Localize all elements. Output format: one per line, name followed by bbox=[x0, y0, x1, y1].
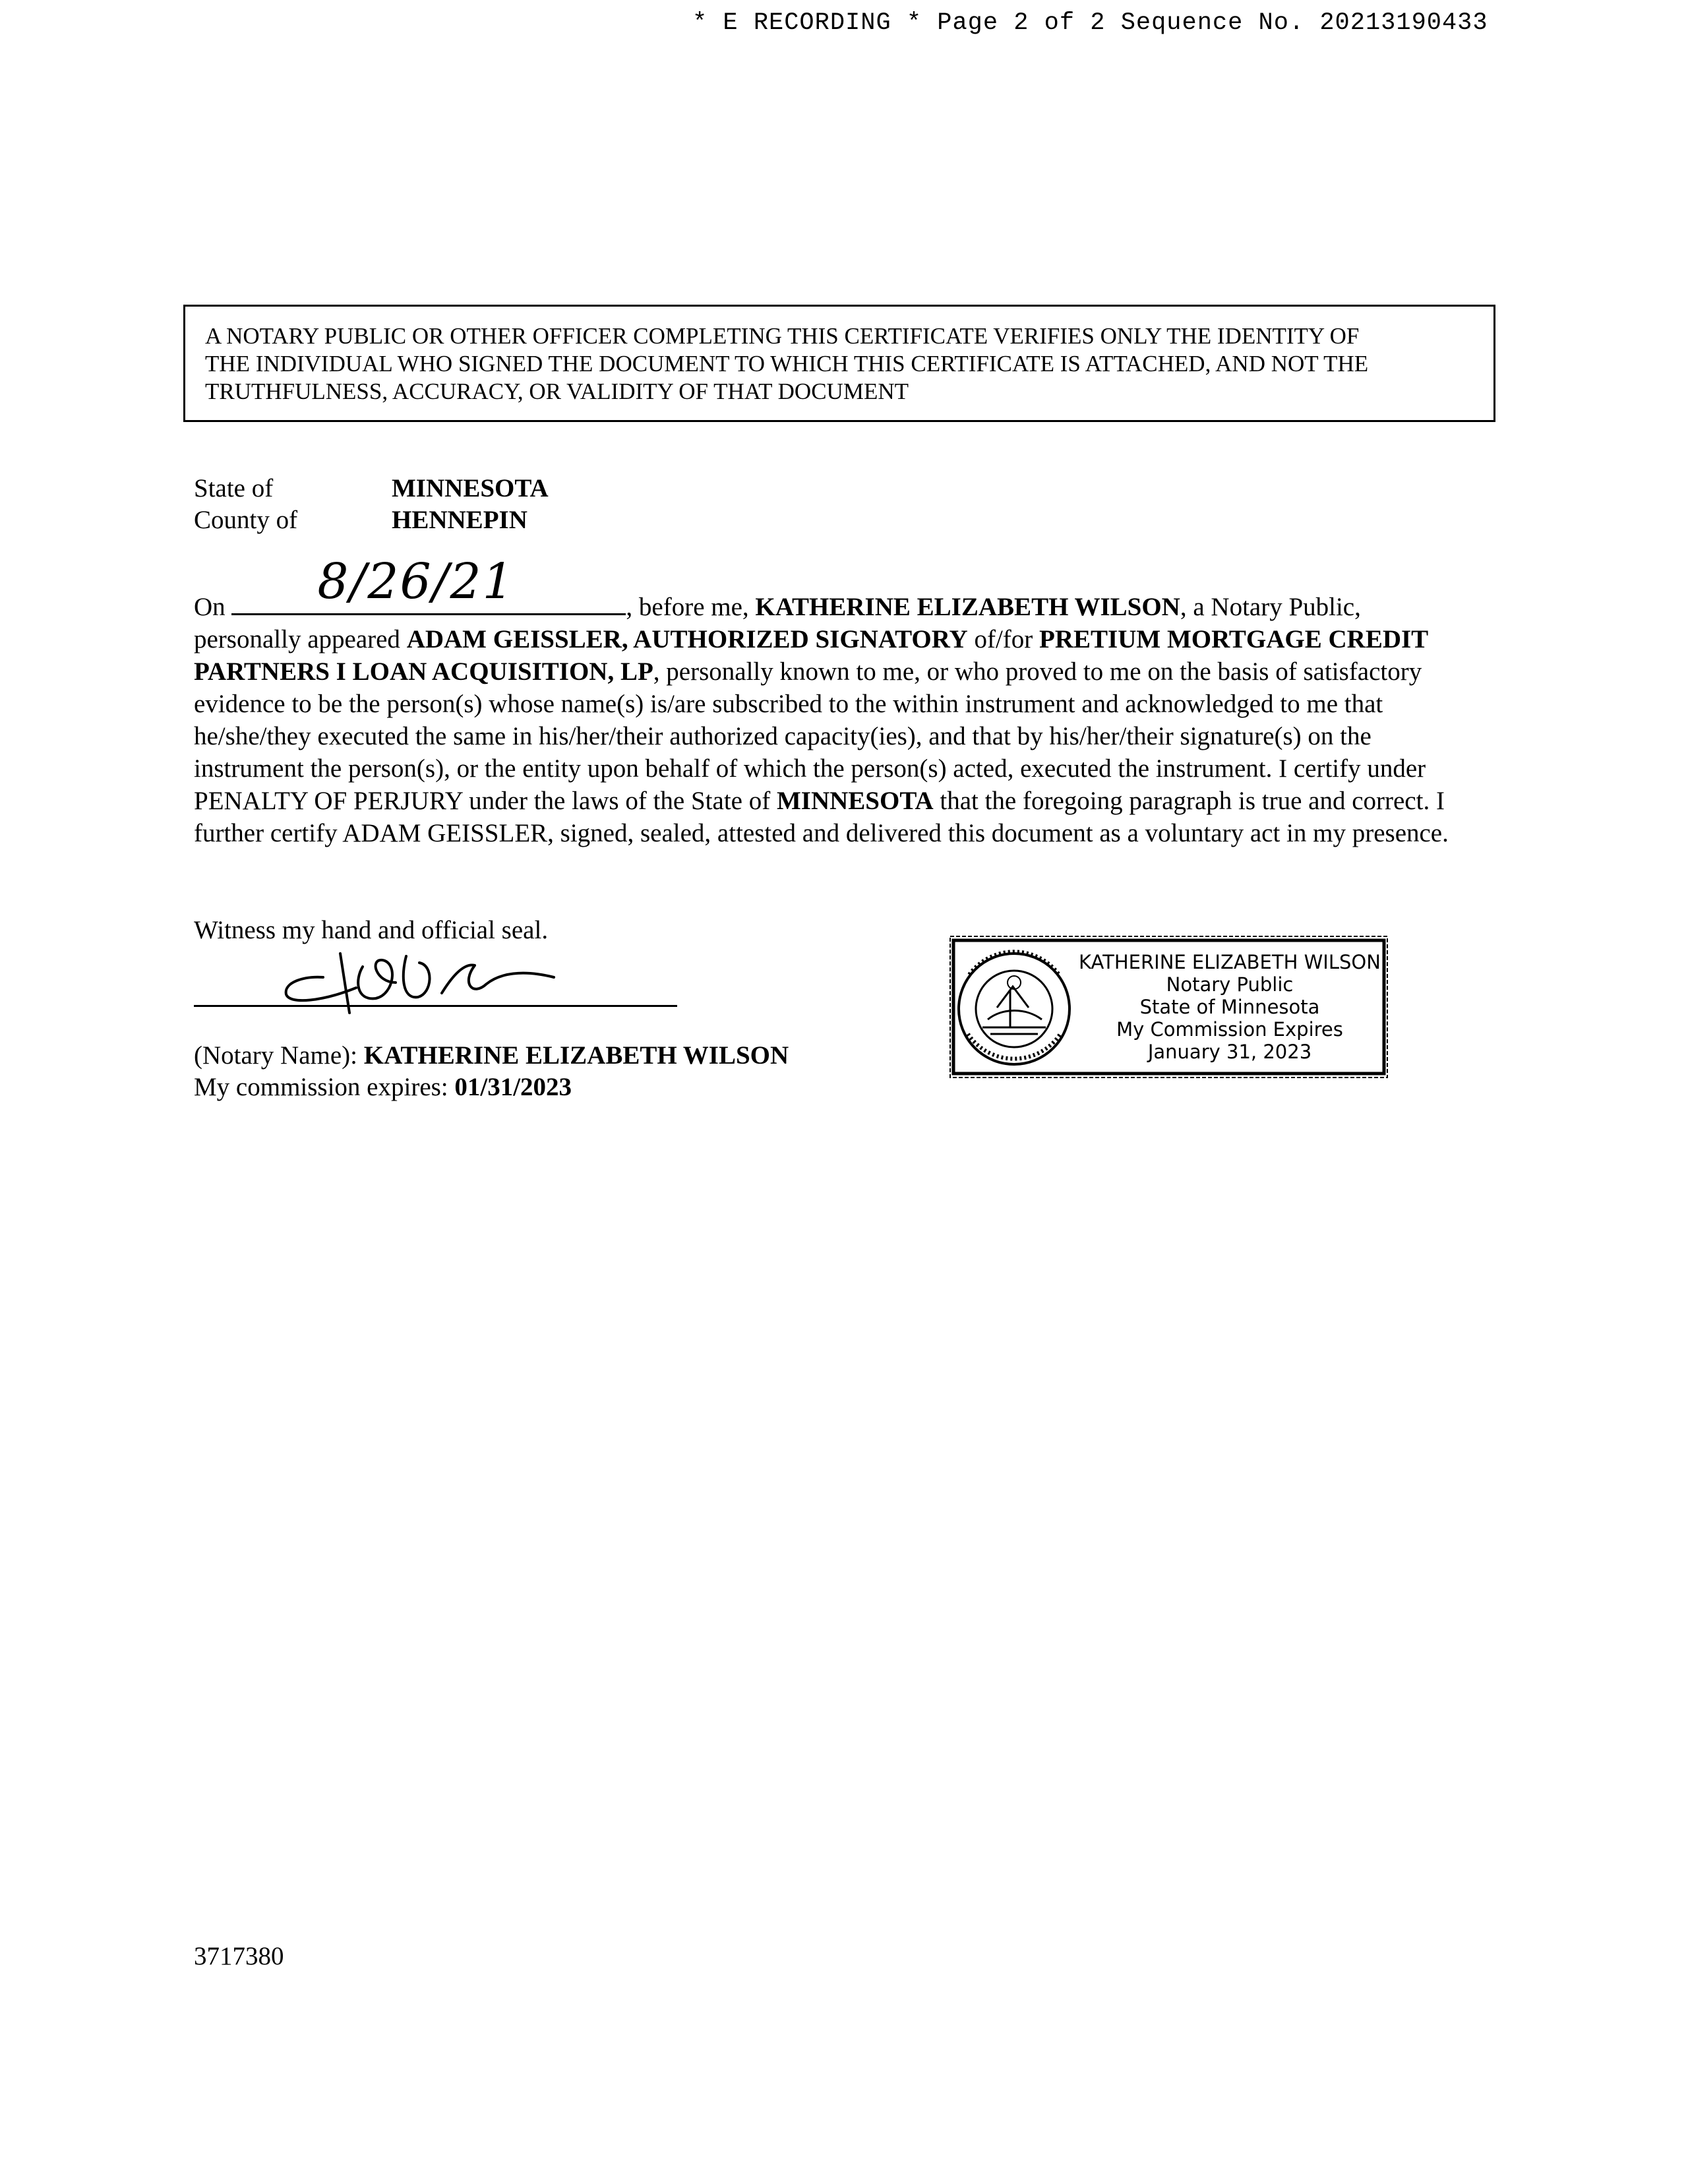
notary-name-label: (Notary Name): bbox=[194, 1041, 357, 1070]
disclaimer-text bbox=[205, 322, 1474, 406]
state-inline-bold: MINNESOTA bbox=[776, 787, 934, 815]
acknowledgment-body-2: that the foregoing paragraph is true and correct. I further certify ADAM GEISSLER, signed, sealed, attested and delivered this document as a voluntary act in my presence. bbox=[194, 787, 1449, 847]
stamp-notary-title: Notary Public bbox=[1166, 973, 1294, 996]
notary-disclaimer-box bbox=[183, 305, 1495, 422]
notary-name-value: KATHERINE ELIZABETH WILSON bbox=[363, 1041, 789, 1070]
stamp-text bbox=[1075, 951, 1385, 1063]
commission-expires-line bbox=[194, 1072, 572, 1102]
stamp-expires-label: My Commission Expires bbox=[1116, 1018, 1343, 1041]
notary-name-line bbox=[194, 1041, 789, 1070]
on-label: On bbox=[194, 593, 226, 621]
stamp-notary-name: KATHERINE ELIZABETH WILSON bbox=[1079, 951, 1381, 973]
county-label: County of bbox=[194, 506, 298, 534]
state-value: MINNESOTA bbox=[392, 474, 549, 502]
before-me-text: , before me, bbox=[626, 593, 749, 621]
state-label: State of bbox=[194, 474, 274, 502]
county-value: HENNEPIN bbox=[392, 506, 528, 534]
signature-line bbox=[194, 1005, 677, 1007]
state-seal-icon bbox=[959, 952, 1070, 1064]
stamp-state: State of Minnesota bbox=[1139, 996, 1320, 1018]
acknowledgment-body-1: , personally known to me, or who proved to me on the basis of satisfactory evidence to be the person(s) whose name(s) is/are subscribed to the within instrument and acknowledged to me that he/she/they executed the same in his/her/their authorized capacity(ies), and that by his/her/their signature(s) on the instrument the person(s), or the entity upon behalf of which the person(s) acted, executed the instrument. I certify under PENALTY OF PERJURY under the laws of the State of bbox=[194, 657, 1426, 815]
signer-name: ADAM GEISSLER, AUTHORIZED SIGNATORY bbox=[406, 625, 968, 653]
disclaimer-line: THE INDIVIDUAL WHO SIGNED THE DOCUMENT TO WHICH THIS CERTIFICATE IS ATTACHED, AND NOT THE bbox=[205, 351, 1369, 377]
of-for-text: of/for bbox=[974, 625, 1033, 653]
notary-signature bbox=[277, 936, 646, 1022]
witness-text: Witness my hand and official seal. bbox=[194, 916, 549, 944]
acknowledgment-paragraph bbox=[194, 553, 1473, 849]
recording-header: * E RECORDING * Page 2 of 2 Sequence No. 20213190433 bbox=[692, 9, 1488, 37]
disclaimer-line: TRUTHFULNESS, ACCURACY, OR VALIDITY OF THAT DOCUMENT bbox=[205, 379, 909, 404]
commission-expires-label: My commission expires: bbox=[194, 1073, 448, 1101]
notary-title-text: , a Notary Public, bbox=[1180, 593, 1361, 621]
notary-name-inline: KATHERINE ELIZABETH WILSON bbox=[755, 593, 1180, 621]
date-fill-line bbox=[231, 553, 626, 615]
disclaimer-line: A NOTARY PUBLIC OR OTHER OFFICER COMPLETING THIS CERTIFICATE VERIFIES ONLY THE IDENTITY OF bbox=[205, 323, 1360, 349]
document-number: 3717380 bbox=[194, 1942, 284, 1970]
commission-expires-value: 01/31/2023 bbox=[454, 1073, 572, 1101]
stamp-expires-date: January 31, 2023 bbox=[1147, 1041, 1312, 1063]
personally-appeared-text: personally appeared bbox=[194, 625, 400, 653]
entity-name: PRETIUM MORTGAGE CREDIT PARTNERS I LOAN ACQUISITION, LP bbox=[194, 625, 1428, 686]
handwritten-date: 8/26/21 bbox=[317, 553, 515, 610]
notary-stamp bbox=[950, 935, 1388, 1080]
